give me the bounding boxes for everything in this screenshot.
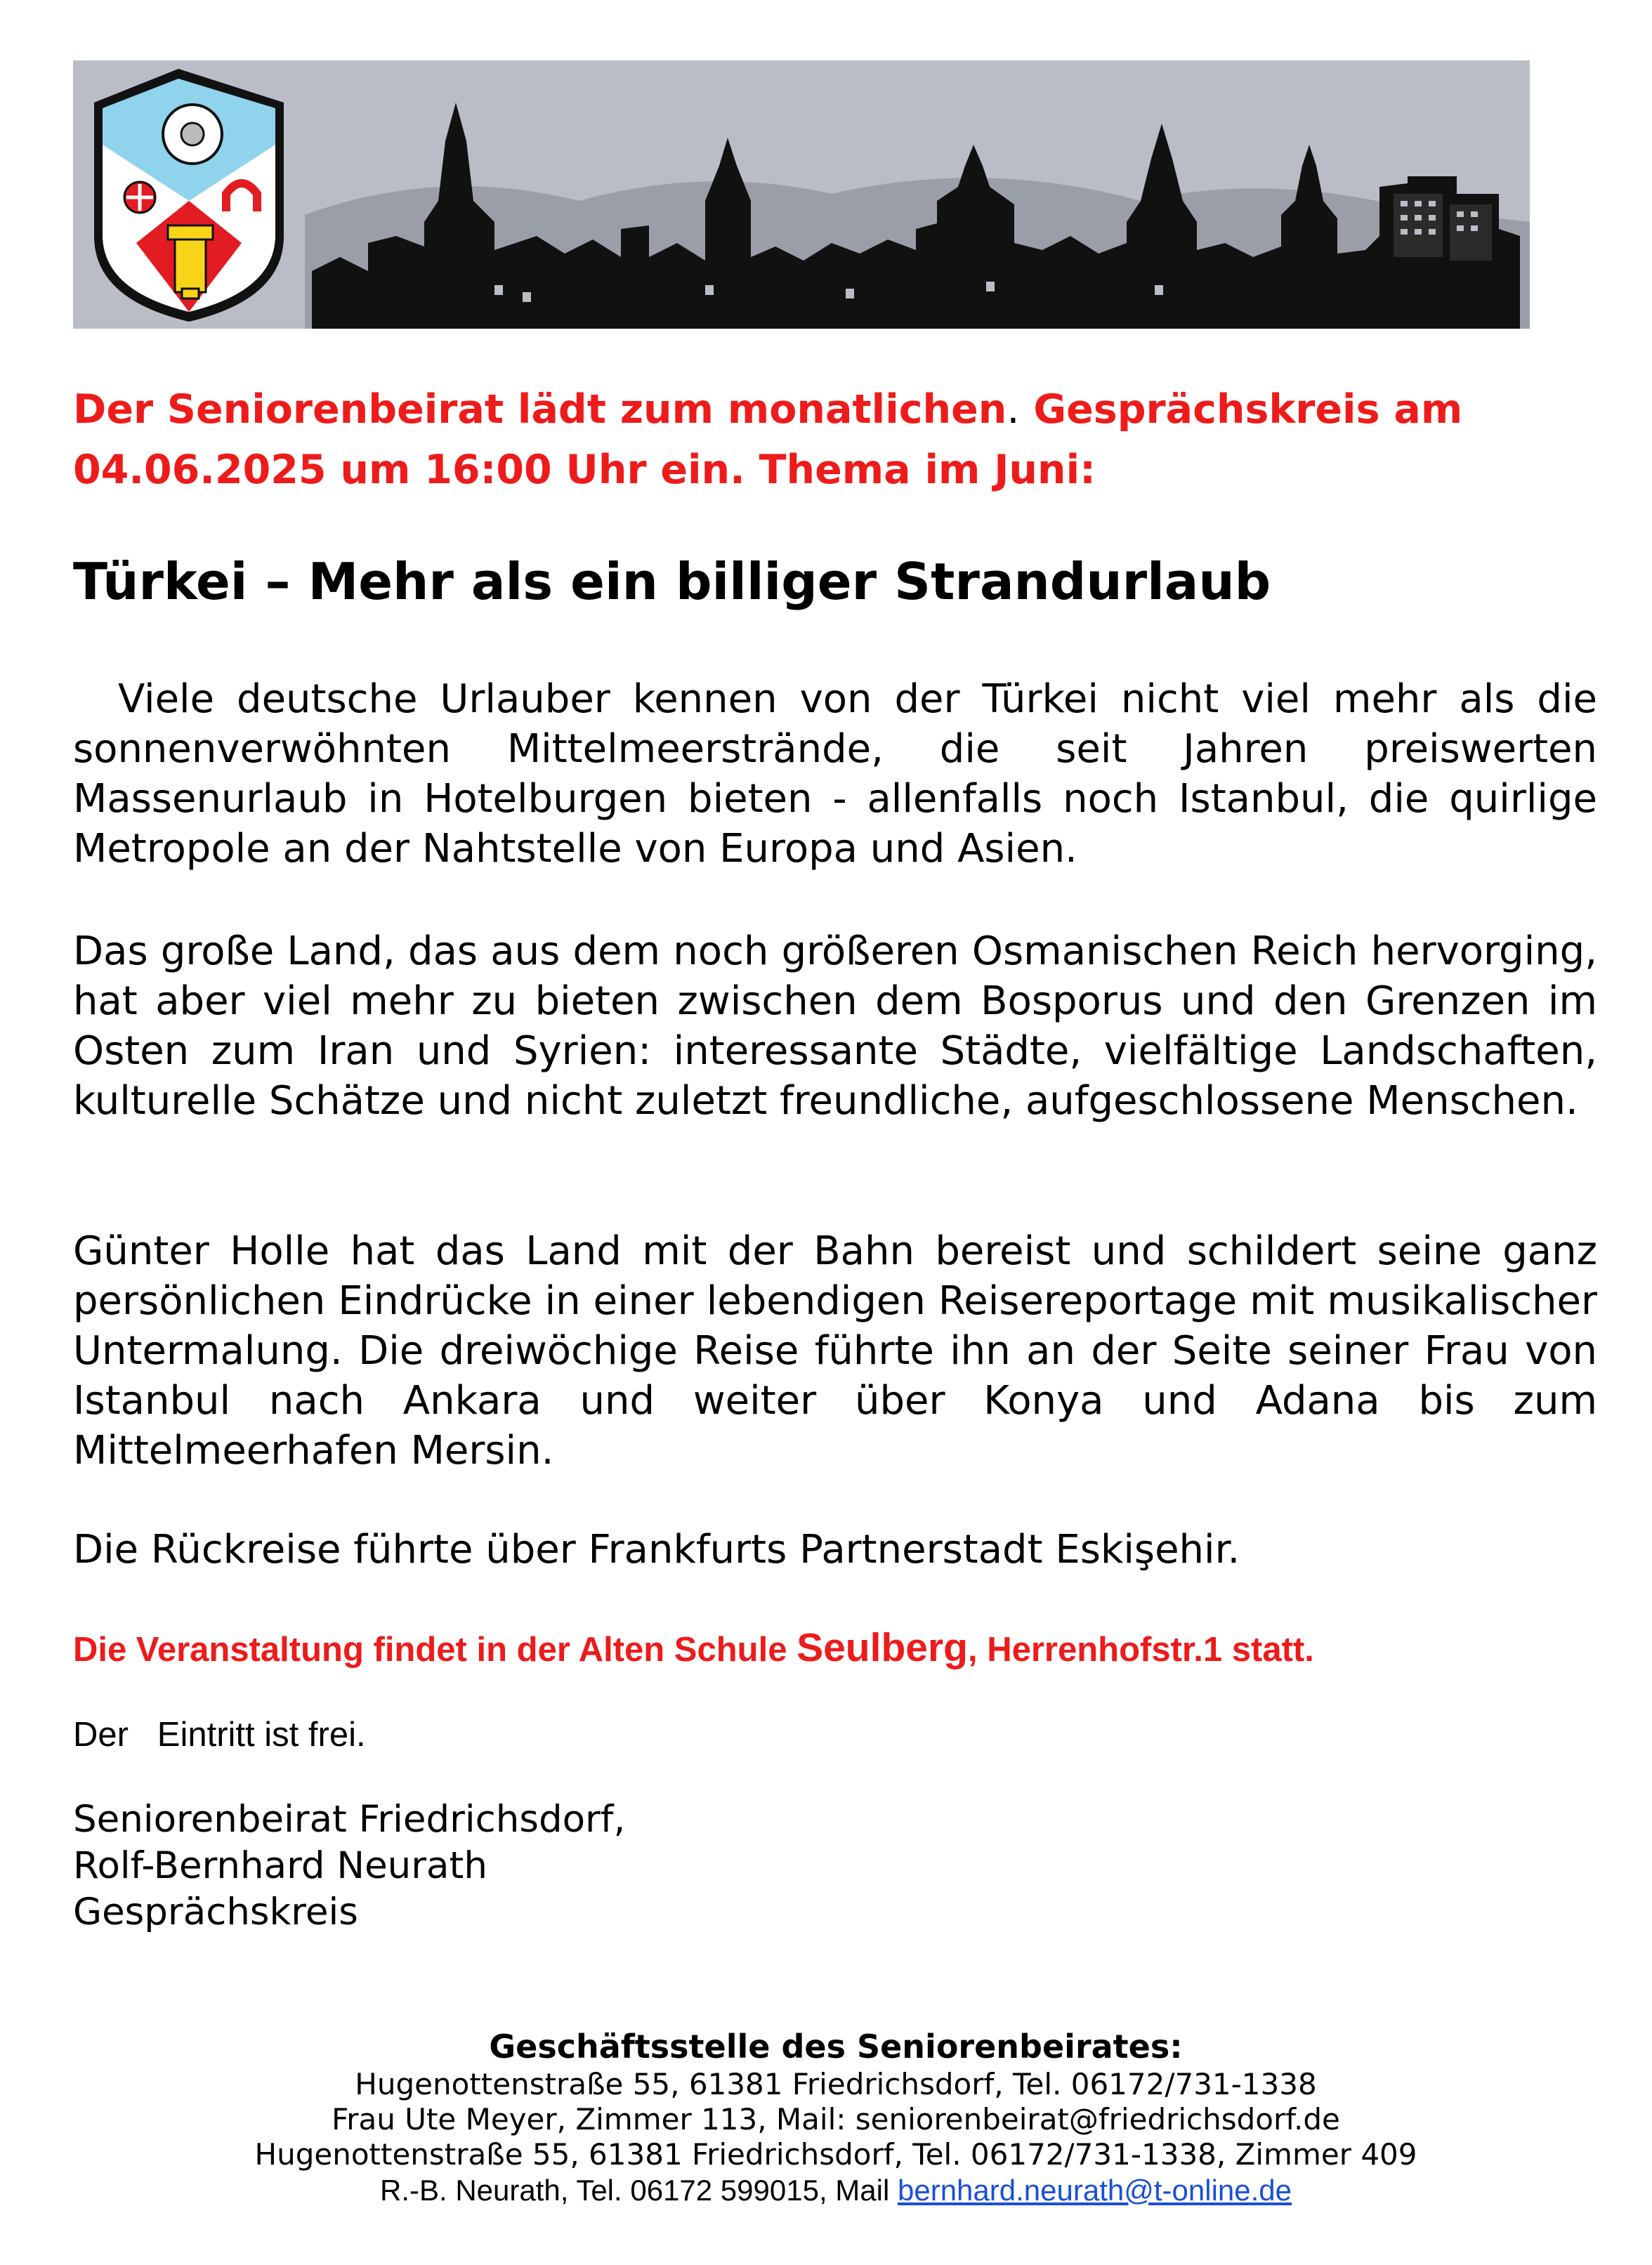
footer-neurath-text: R.-B. Neurath, Tel. 06172 599015, Mail	[379, 2174, 898, 2207]
invitation-part2: Gesprächskreis am	[1033, 386, 1463, 433]
venue-text: Die Veranstaltung findet in der Alten Schule	[73, 1631, 797, 1669]
invitation-part3: 04.06.2025 um 16:00 Uhr ein. Thema im Juni:	[73, 447, 1096, 493]
invitation-part1: Der Seniorenbeirat lädt zum monatlichen	[73, 386, 1007, 433]
header-banner	[73, 60, 1530, 329]
venue-place: Seulberg	[796, 1625, 968, 1670]
town-skyline-image	[73, 60, 1530, 329]
invitation-dot: .	[1007, 386, 1020, 433]
email-link[interactable]: bernhard.neurath@t-online.de	[897, 2174, 1292, 2207]
signature-block	[73, 1797, 625, 1936]
footer-heading: Geschäftsstelle des Seniorenbeirates:	[489, 2028, 1183, 2066]
paragraph-return: Die Rückreise führte über Frankfurts Partnerstadt Eskişehir.	[73, 1527, 1240, 1573]
footer-neurath	[133, 2172, 1538, 2209]
coat-of-arms-icon	[94, 69, 284, 322]
invitation-text	[73, 379, 1604, 500]
signature-org: Seniorenbeirat Friedrichsdorf,	[73, 1798, 626, 1841]
footer-contact	[133, 2026, 1538, 2209]
page-title: Türkei – Mehr als ein billiger Strandurlaub	[73, 552, 1271, 611]
paragraph-intro-text: Viele deutsche Urlauber kennen von der Türkei nicht viel mehr als die sonnenverwöhnten Mittelmeerstrände, die seit Jahren preiswerten Massenurlaub in Hotelburgen bieten - allenfalls noch Istanbul, die quirlige Metropole an der Nahtstelle von Europa und Asien.	[73, 676, 1597, 872]
venue-notice	[73, 1627, 1618, 1671]
signature-group: Gesprächskreis	[73, 1891, 358, 1934]
signature-name: Rolf-Bernhard Neurath	[73, 1844, 487, 1887]
footer-contact-person: Frau Ute Meyer, Zimmer 113, Mail: seniorenbeirat@friedrichsdorf.de	[332, 2102, 1340, 2136]
paragraph-intro	[73, 674, 1597, 874]
footer-address: Hugenottenstraße 55, 61381 Friedrichsdorf, Tel. 06172/731-1338	[355, 2067, 1317, 2101]
paragraph-country: Das große Land, das aus dem noch größeren Osmanischen Reich hervorging, hat aber viel mehr zu bieten zwischen dem Bosporus und den Grenzen im Osten zum Iran und Syrien: interessante Städte, vielfältige Landschaften, kulturelle Schätze und nicht zuletzt freundliche, aufgeschlossene Menschen.	[73, 928, 1597, 1124]
paragraph-journey: Günter Holle hat das Land mit der Bahn bereist und schildert seine ganz persönlichen Eindrücke in einer lebendigen Reisereportage mit musikalischer Untermalung. Die dreiwöchige Reise führte ihn an der Seite seiner Frau von Istanbul nach Ankara und weiter über Konya und Adana bis zum Mittelmeerhafen Mersin.	[73, 1228, 1597, 1473]
entry-note: Der Eintritt ist frei.	[73, 1716, 366, 1754]
footer-office: Hugenottenstraße 55, 61381 Friedrichsdorf, Tel. 06172/731-1338, Zimmer 409	[254, 2137, 1417, 2172]
venue-address: , Herrenhofstr.1 statt.	[967, 1631, 1314, 1669]
